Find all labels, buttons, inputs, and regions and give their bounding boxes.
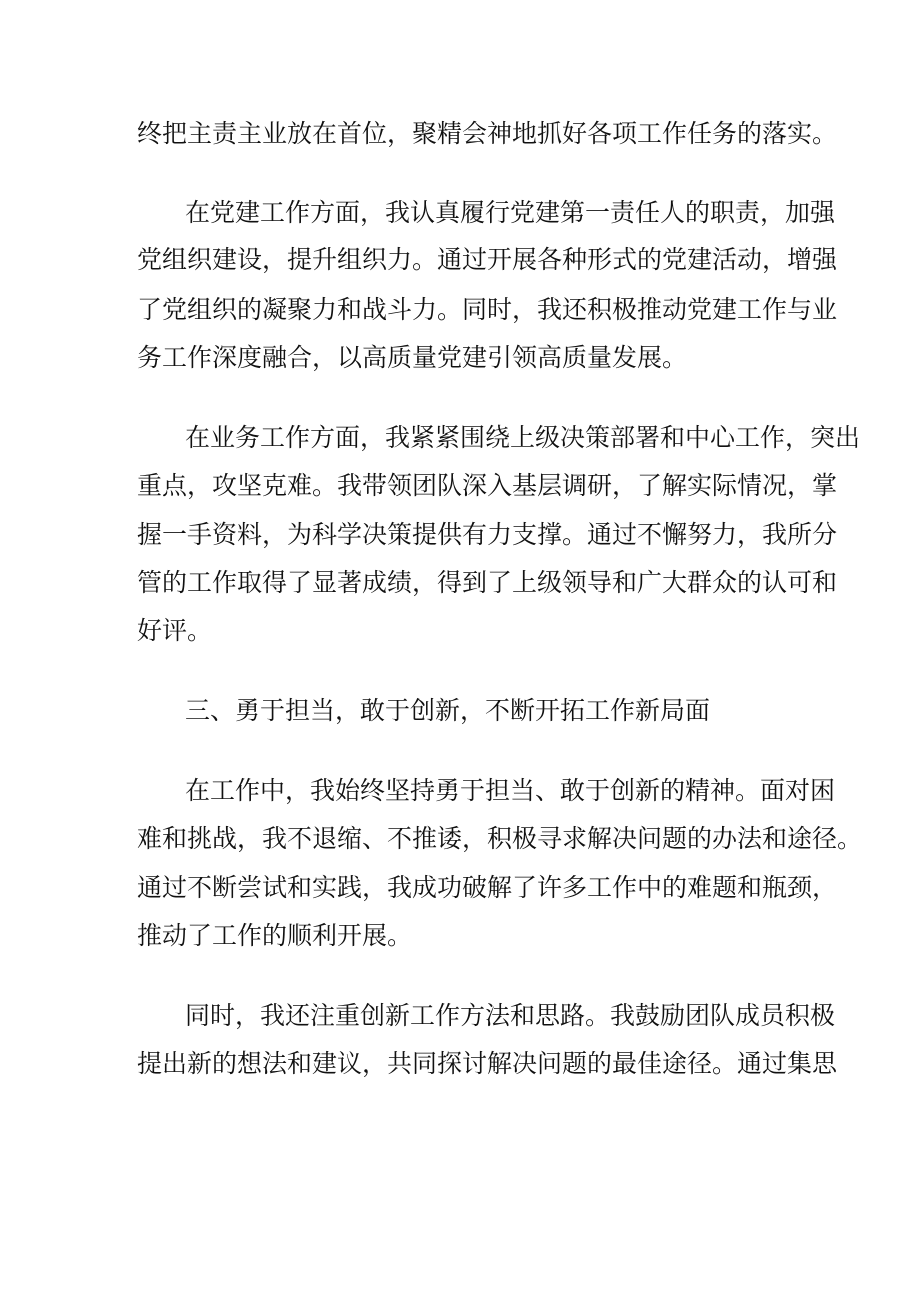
section-heading: 三、勇于担当，敢于创新，不断开拓工作新局面 — [185, 696, 711, 725]
paragraph-line: 好评。 — [137, 616, 213, 645]
paragraph-line: 党组织建设，提升组织力。通过开展各种形式的党建活动，增强 — [137, 245, 838, 274]
paragraph-line: 推动了工作的顺利开展。 — [137, 921, 413, 950]
paragraph-line: 重点，攻坚克难。我带领团队深入基层调研，了解实际情况，掌 — [137, 471, 838, 500]
paragraph-line: 务工作深度融合，以高质量党建引领高质量发展。 — [137, 343, 688, 372]
paragraph-line: 在业务工作方面，我紧紧围绕上级决策部署和中心工作，突出 — [185, 423, 861, 452]
paragraph-line: 难和挑战，我不退缩、不推诿，积极寻求解决问题的办法和途径。 — [137, 824, 863, 853]
paragraph-line: 了党组织的凝聚力和战斗力。同时，我还积极推动党建工作与业 — [137, 295, 838, 324]
paragraph-line: 在党建工作方面，我认真履行党建第一责任人的职责，加强 — [185, 198, 836, 227]
paragraph-line: 同时，我还注重创新工作方法和思路。我鼓励团队成员积极 — [185, 1001, 836, 1030]
paragraph-line: 终把主责主业放在首位，聚精会神地抓好各项工作任务的落实。 — [137, 119, 838, 148]
paragraph-line: 在工作中，我始终坚持勇于担当、敢于创新的精神。面对困 — [185, 776, 836, 805]
paragraph-line: 通过不断尝试和实践，我成功破解了许多工作中的难题和瓶颈， — [137, 873, 838, 902]
paragraph-line: 握一手资料，为科学决策提供有力支撑。通过不懈努力，我所分 — [137, 520, 838, 549]
paragraph-line: 提出新的想法和建议，共同探讨解决问题的最佳途径。通过集思 — [137, 1049, 838, 1078]
paragraph-line: 管的工作取得了显著成绩，得到了上级领导和广大群众的认可和 — [137, 568, 838, 597]
